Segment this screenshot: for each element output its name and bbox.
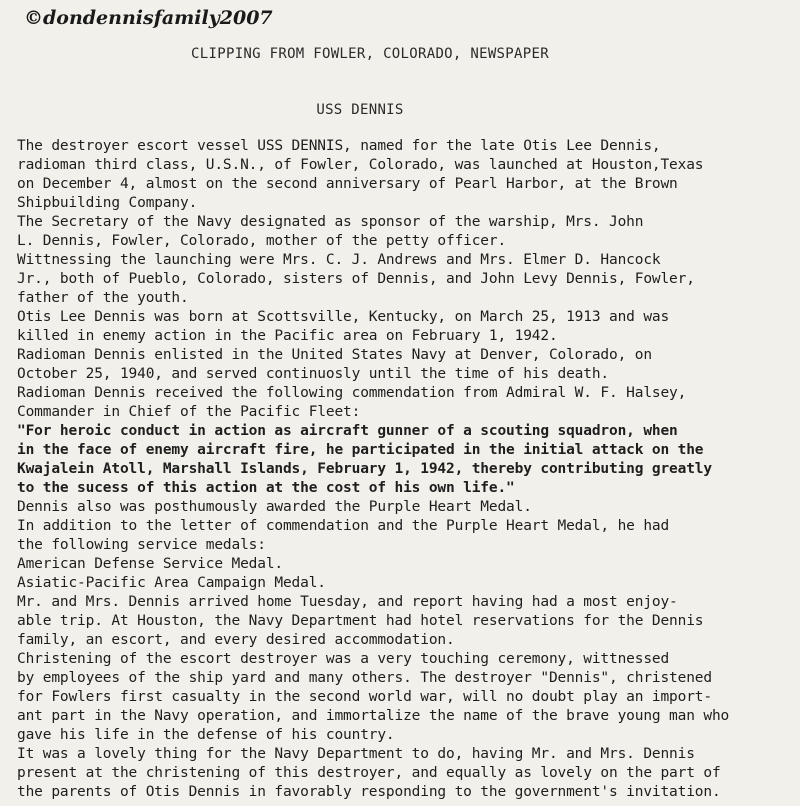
article-line: ant part in the Navy operation, and immortalize the name of the brave young man who <box>17 708 730 724</box>
article-line: Mr. and Mrs. Dennis arrived home Tuesday, and report having had a most enjoy- <box>17 594 678 610</box>
copyright-watermark: ©dondennisfamily2007 <box>24 7 273 29</box>
article-line: radioman third class, U.S.N., of Fowler, Colorado, was launched at Houston,Texas <box>17 157 704 173</box>
article-line: Shipbuilding Company. <box>17 195 198 211</box>
article-line: present at the christening of this destroyer, and equally as lovely on the part of <box>17 765 721 781</box>
article-line: Kwajalein Atoll, Marshall Islands, February 1, 1942, thereby contributing greatly <box>17 461 712 477</box>
article-line: family, an escort, and every desired accommodation. <box>17 632 455 648</box>
article-line: Dennis also was posthumously awarded the Purple Heart Medal. <box>17 499 532 515</box>
article-line: Radioman Dennis enlisted in the United States Navy at Denver, Colorado, on <box>17 347 652 363</box>
article-title: USS DENNIS <box>316 102 404 118</box>
article-line: In addition to the letter of commendation and the Purple Heart Medal, he had <box>17 518 670 534</box>
article-line: able trip. At Houston, the Navy Department had hotel reservations for the Dennis <box>17 613 704 629</box>
article-line: Wittnessing the launching were Mrs. C. J. Andrews and Mrs. Elmer D. Hancock <box>17 252 661 268</box>
article-line: for Fowlers first casualty in the second world war, will no doubt play an import- <box>17 689 712 705</box>
article-line: The Secretary of the Navy designated as sponsor of the warship, Mrs. John <box>17 214 644 230</box>
article-line: Otis Lee Dennis was born at Scottsville, Kentucky, on March 25, 1913 and was <box>17 309 670 325</box>
article-line: Christening of the escort destroyer was a very touching ceremony, wittnessed <box>17 651 670 667</box>
clipping-source-heading: CLIPPING FROM FOWLER, COLORADO, NEWSPAPER <box>191 46 549 62</box>
article-line: the parents of Otis Dennis in favorably responding to the government's invitation. <box>17 784 721 800</box>
article-line: to the sucess of this action at the cost of his own life." <box>17 480 515 496</box>
article-line: gave his life in the defense of his country. <box>17 727 395 743</box>
article-line: American Defense Service Medal. <box>17 556 283 572</box>
article-line: Jr., both of Pueblo, Colorado, sisters of Dennis, and John Levy Dennis, Fowler, <box>17 271 695 287</box>
article-line: Radioman Dennis received the following commendation from Admiral W. F. Halsey, <box>17 385 687 401</box>
article-line: killed in enemy action in the Pacific area on February 1, 1942. <box>17 328 558 344</box>
article-line: in the face of enemy aircraft fire, he participated in the initial attack on the <box>17 442 704 458</box>
article-line: on December 4, almost on the second anniversary of Pearl Harbor, at the Brown <box>17 176 678 192</box>
article-line: father of the youth. <box>17 290 189 306</box>
article-line: Asiatic-Pacific Area Campaign Medal. <box>17 575 326 591</box>
article-line: Commander in Chief of the Pacific Fleet: <box>17 404 361 420</box>
article-line: by employees of the ship yard and many others. The destroyer "Dennis", christened <box>17 670 712 686</box>
article-line: October 25, 1940, and served continuosly until the time of his death. <box>17 366 610 382</box>
article-line: It was a lovely thing for the Navy Department to do, having Mr. and Mrs. Dennis <box>17 746 695 762</box>
article-line: the following service medals: <box>17 537 266 553</box>
article-line: "For heroic conduct in action as aircraft gunner of a scouting squadron, when <box>17 423 678 439</box>
article-line: The destroyer escort vessel USS DENNIS, named for the late Otis Lee Dennis, <box>17 138 661 154</box>
article-line: L. Dennis, Fowler, Colorado, mother of the petty officer. <box>17 233 507 249</box>
